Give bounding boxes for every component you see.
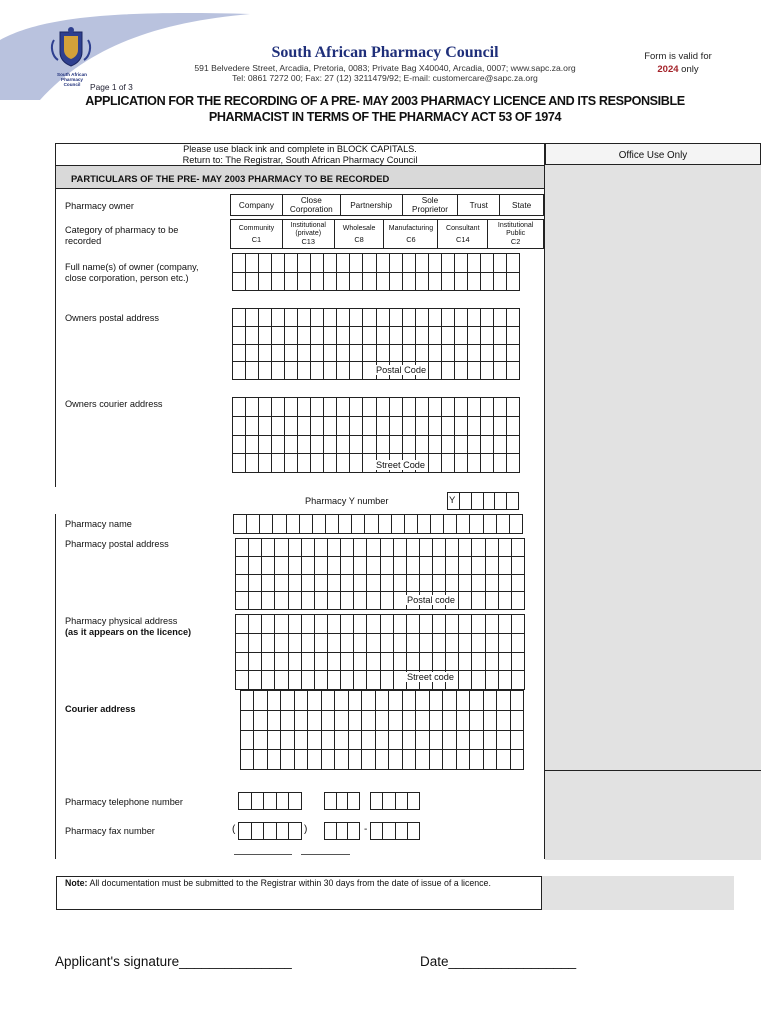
- owner-option-company[interactable]: Company: [231, 195, 283, 216]
- pharmacy-physical-address-boxes[interactable]: [235, 614, 525, 690]
- owner-option-sole-proprietor[interactable]: Sole Proprietor: [402, 195, 458, 216]
- box-grid-lines: [447, 492, 519, 510]
- category-label: [65, 225, 178, 247]
- category-option-institutional-private[interactable]: Institutional (private) C13: [282, 220, 334, 249]
- owner-option-partnership[interactable]: Partnership: [340, 195, 402, 216]
- pharmacy-street-code-label: Street code: [407, 672, 454, 682]
- council-address: 591 Belvedere Street, Arcadia, Pretoria, 0083; Private Bag X40040, Arcadia, 0007; www.sapc.za.org: [194, 63, 576, 73]
- telephone-area-boxes[interactable]: [238, 792, 302, 810]
- box-grid-lines: [238, 822, 302, 840]
- owner-option-state[interactable]: State: [500, 195, 544, 216]
- category-table: [230, 219, 544, 249]
- validity-year: 2024: [657, 64, 679, 75]
- owner-full-name-boxes[interactable]: [232, 253, 520, 291]
- owner-type-table: [230, 194, 544, 216]
- box-grid-lines: [238, 792, 302, 810]
- owners-postal-label: Owners postal address: [65, 313, 159, 323]
- validity-prefix: Form is valid for: [644, 51, 712, 62]
- full-name-label-line-1: Full name(s) of owner (company,: [65, 262, 199, 272]
- pharmacy-courier-address-boxes[interactable]: [240, 690, 524, 770]
- physical-address-label: [65, 616, 191, 638]
- instructions: [56, 143, 544, 166]
- category-option-community[interactable]: Community C1: [231, 220, 283, 249]
- full-name-label: [65, 262, 199, 284]
- title-line-2: PHARMACIST IN TERMS OF THE PHARMACY ACT 53 OF 1974: [208, 110, 562, 124]
- box-grid-lines: [235, 614, 525, 690]
- category-option-wholesale[interactable]: Wholesale C8: [334, 220, 384, 249]
- category-label-line-2: recorded: [65, 236, 102, 246]
- box-grid-lines: [324, 792, 360, 810]
- office-use-header: Office Use Only: [545, 143, 761, 165]
- category-option-manufacturing[interactable]: Manufacturing C6: [384, 220, 438, 249]
- full-name-label-line-2: close corporation, person etc.): [65, 273, 189, 283]
- note-label: Note:: [65, 878, 88, 888]
- page-number: Page 1 of 3: [90, 82, 133, 92]
- box-grid-lines: [240, 690, 524, 770]
- category-option-institutional-public[interactable]: Institutional Public C2: [488, 220, 544, 249]
- council-contact: Tel: 0861 7272 00; Fax: 27 (12) 3211479/92; E-mail: customercare@sapc.za.org: [232, 73, 538, 83]
- pharmacy-postal-code-label: Postal code: [407, 595, 456, 605]
- title-line-1: APPLICATION FOR THE RECORDING OF A PRE- MAY 2003 PHARMACY LICENCE AND ITS RESPONSIBLE: [85, 94, 685, 108]
- owners-postal-code-label: Postal Code: [376, 365, 427, 375]
- courier-address-label: Courier address: [65, 704, 136, 714]
- fax-paren-close: ): [304, 824, 308, 835]
- council-name: South African Pharmacy Council: [271, 44, 499, 61]
- fax-paren-open: (: [232, 824, 236, 835]
- section-title: PARTICULARS OF THE PRE- MAY 2003 PHARMACY TO BE RECORDED: [56, 165, 544, 189]
- pharmacy-name-boxes[interactable]: [233, 514, 523, 534]
- telephone-number-boxes[interactable]: [370, 792, 420, 810]
- fax-dash: -: [364, 824, 368, 835]
- y-prefix: Y: [449, 495, 456, 506]
- fax-prefix-boxes[interactable]: [324, 822, 360, 840]
- fax-label: Pharmacy fax number: [65, 826, 155, 836]
- pharmacy-postal-label: Pharmacy postal address: [65, 539, 169, 549]
- pharmacy-owner-label: Pharmacy owner: [65, 201, 134, 211]
- validity-suffix: only: [681, 64, 699, 75]
- fax-area-boxes[interactable]: [238, 822, 302, 840]
- pharmacy-y-number-boxes[interactable]: [447, 492, 519, 510]
- physical-address-label-line-1: Pharmacy physical address: [65, 616, 178, 626]
- pharmacy-postal-address-boxes[interactable]: [235, 538, 525, 610]
- applicant-signature-field[interactable]: Applicant's signature_______________: [55, 954, 292, 969]
- note-text: All documentation must be submitted to the Registrar within 30 days from the date of issue of a licence.: [89, 878, 491, 888]
- owner-option-close-corporation[interactable]: Close Corporation: [282, 195, 340, 216]
- fax-number-boxes[interactable]: [370, 822, 420, 840]
- box-grid-lines: [235, 538, 525, 610]
- box-grid-lines: [233, 514, 523, 534]
- instructions-line-2: Return to: The Registrar, South African Pharmacy Council: [182, 155, 418, 165]
- application-title: [40, 93, 730, 125]
- date-field[interactable]: Date_________________: [420, 954, 577, 969]
- council-logo: [46, 26, 96, 87]
- owner-option-trust[interactable]: Trust: [458, 195, 500, 216]
- box-grid-lines: [232, 253, 520, 291]
- pharmacy-y-number-label: Pharmacy Y number: [305, 496, 389, 506]
- fax-underline-2: [301, 854, 350, 855]
- submission-note: [56, 876, 542, 910]
- category-option-consultant[interactable]: Consultant C14: [438, 220, 488, 249]
- telephone-prefix-boxes[interactable]: [324, 792, 360, 810]
- box-grid-lines: [370, 792, 420, 810]
- owners-street-code-label: Street Code: [376, 460, 426, 470]
- validity-notice: [628, 50, 728, 76]
- box-grid-lines: [370, 822, 420, 840]
- instructions-line-1: Please use black ink and complete in BLOCK CAPITALS.: [183, 144, 417, 154]
- telephone-label: Pharmacy telephone number: [65, 797, 183, 807]
- pharmacy-name-label: Pharmacy name: [65, 519, 132, 529]
- owners-courier-label: Owners courier address: [65, 399, 163, 409]
- physical-address-label-line-2: (as it appears on the licence): [65, 627, 192, 637]
- category-label-line-1: Category of pharmacy to be: [65, 225, 179, 235]
- fax-underline-1: [234, 854, 292, 855]
- logo-text: South African Pharmacy Council: [57, 72, 87, 87]
- box-grid-lines: [324, 822, 360, 840]
